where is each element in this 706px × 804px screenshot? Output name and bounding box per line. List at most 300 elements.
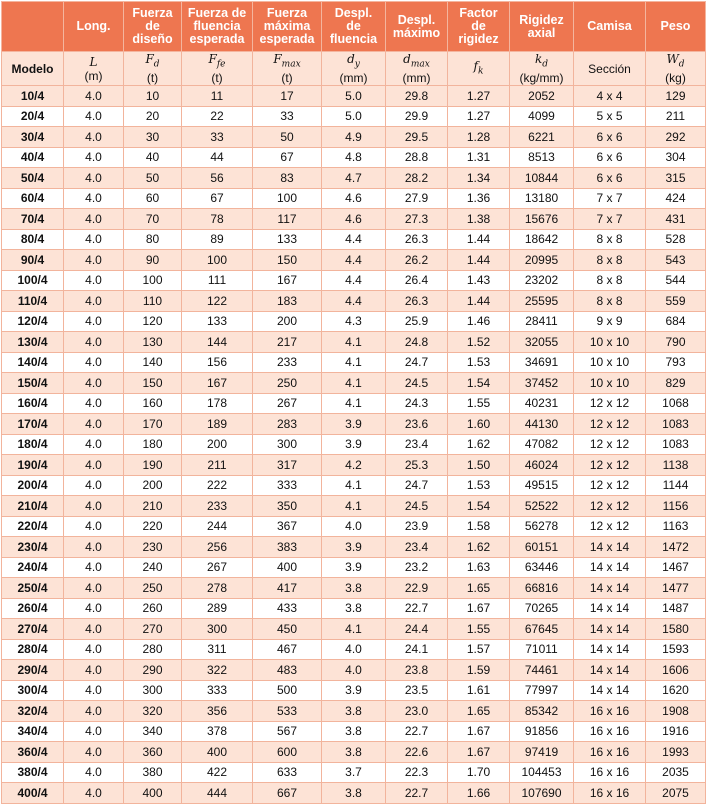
value-cell-max-disp: 28.2 — [386, 168, 448, 189]
value-cell-stiffness-factor: 1.55 — [448, 393, 510, 414]
value-cell-yield-disp: 4.1 — [322, 496, 386, 517]
unit-design-force: (t) — [146, 71, 159, 86]
value-cell-axial-stiffness: 60151 — [510, 537, 574, 558]
unit-cell-max-disp — [386, 52, 448, 86]
value-cell-yield-force: 211 — [182, 455, 253, 476]
value-cell-yield-disp: 4.4 — [322, 250, 386, 271]
value-cell-stiffness-factor: 1.60 — [448, 414, 510, 435]
value-cell-axial-stiffness: 4099 — [510, 106, 574, 127]
value-cell-stiffness-factor: 1.44 — [448, 229, 510, 250]
value-cell-length: 4.0 — [64, 475, 124, 496]
model-cell: 160/4 — [2, 393, 64, 414]
value-cell-axial-stiffness: 32055 — [510, 332, 574, 353]
value-cell-max-disp: 28.8 — [386, 147, 448, 168]
value-cell-max-disp: 24.1 — [386, 639, 448, 660]
value-cell-design-force: 50 — [124, 168, 182, 189]
header-row — [2, 2, 706, 52]
table-row — [2, 762, 706, 783]
table-row — [2, 660, 706, 681]
value-cell-axial-stiffness: 74461 — [510, 660, 574, 681]
value-cell-yield-disp: 4.0 — [322, 516, 386, 537]
value-cell-axial-stiffness: 66816 — [510, 578, 574, 599]
value-cell-axial-stiffness: 6221 — [510, 127, 574, 148]
value-cell-sleeve-section: 7 x 7 — [574, 209, 646, 230]
value-cell-yield-force: 178 — [182, 393, 253, 414]
value-cell-axial-stiffness: 25595 — [510, 291, 574, 312]
value-cell-max-force: 633 — [253, 762, 322, 783]
value-cell-stiffness-factor: 1.62 — [448, 434, 510, 455]
unit-yield-disp: (mm) — [339, 71, 368, 86]
value-cell-sleeve-section: 12 x 12 — [574, 496, 646, 517]
table-row — [2, 680, 706, 701]
value-cell-max-disp: 23.2 — [386, 557, 448, 578]
value-cell-sleeve-section: 16 x 16 — [574, 783, 646, 804]
value-cell-length: 4.0 — [64, 168, 124, 189]
value-cell-max-disp: 25.9 — [386, 311, 448, 332]
value-cell-yield-force: 167 — [182, 373, 253, 394]
value-cell-length: 4.0 — [64, 619, 124, 640]
value-cell-sleeve-section: 14 x 14 — [574, 578, 646, 599]
value-cell-weight: 544 — [646, 270, 706, 291]
value-cell-design-force: 300 — [124, 680, 182, 701]
unit-max-disp: (mm) — [402, 71, 431, 86]
value-cell-stiffness-factor: 1.44 — [448, 291, 510, 312]
value-cell-design-force: 10 — [124, 86, 182, 107]
value-cell-weight: 1580 — [646, 619, 706, 640]
value-cell-max-force: 67 — [253, 147, 322, 168]
value-cell-length: 4.0 — [64, 311, 124, 332]
table-row — [2, 455, 706, 476]
value-cell-axial-stiffness: 47082 — [510, 434, 574, 455]
unit-cell-yield-force — [182, 52, 253, 86]
table-row — [2, 496, 706, 517]
unit-cell-max-force — [253, 52, 322, 86]
value-cell-yield-force: 244 — [182, 516, 253, 537]
value-cell-max-force: 250 — [253, 373, 322, 394]
table-row — [2, 701, 706, 722]
value-cell-axial-stiffness: 46024 — [510, 455, 574, 476]
value-cell-stiffness-factor: 1.67 — [448, 598, 510, 619]
symbol-yield-force: $F_{fe}$ — [208, 52, 226, 70]
value-cell-length: 4.0 — [64, 393, 124, 414]
value-cell-weight: 1156 — [646, 496, 706, 517]
value-cell-sleeve-section: 12 x 12 — [574, 393, 646, 414]
value-cell-max-force: 533 — [253, 701, 322, 722]
value-cell-design-force: 30 — [124, 127, 182, 148]
value-cell-max-disp: 23.4 — [386, 434, 448, 455]
value-cell-design-force: 140 — [124, 352, 182, 373]
value-cell-yield-disp: 3.8 — [322, 783, 386, 804]
table-row — [2, 598, 706, 619]
value-cell-weight: 1472 — [646, 537, 706, 558]
value-cell-sleeve-section: 8 x 8 — [574, 270, 646, 291]
value-cell-sleeve-section: 6 x 6 — [574, 168, 646, 189]
value-cell-stiffness-factor: 1.53 — [448, 475, 510, 496]
model-cell: 130/4 — [2, 332, 64, 353]
value-cell-yield-disp: 4.1 — [322, 475, 386, 496]
model-cell: 10/4 — [2, 86, 64, 107]
model-cell: 320/4 — [2, 701, 64, 722]
value-cell-max-disp: 24.3 — [386, 393, 448, 414]
value-cell-yield-disp: 4.6 — [322, 188, 386, 209]
value-cell-max-force: 500 — [253, 680, 322, 701]
value-cell-length: 4.0 — [64, 783, 124, 804]
value-cell-max-force: 133 — [253, 229, 322, 250]
value-cell-length: 4.0 — [64, 147, 124, 168]
value-cell-yield-force: 444 — [182, 783, 253, 804]
value-cell-weight: 684 — [646, 311, 706, 332]
value-cell-design-force: 40 — [124, 147, 182, 168]
value-cell-yield-force: 133 — [182, 311, 253, 332]
value-cell-max-disp: 29.5 — [386, 127, 448, 148]
value-cell-yield-force: 22 — [182, 106, 253, 127]
value-cell-weight: 1593 — [646, 639, 706, 660]
value-cell-max-disp: 24.5 — [386, 496, 448, 517]
units-row — [2, 52, 706, 86]
value-cell-max-force: 483 — [253, 660, 322, 681]
value-cell-sleeve-section: 16 x 16 — [574, 742, 646, 763]
value-cell-max-force: 267 — [253, 393, 322, 414]
unit-cell-length — [64, 52, 124, 86]
value-cell-yield-force: 278 — [182, 578, 253, 599]
value-cell-max-disp: 26.3 — [386, 291, 448, 312]
value-cell-yield-disp: 4.1 — [322, 332, 386, 353]
value-cell-design-force: 110 — [124, 291, 182, 312]
symbol-yield-disp: $d_y$ — [347, 52, 360, 70]
value-cell-yield-force: 400 — [182, 742, 253, 763]
value-cell-design-force: 120 — [124, 311, 182, 332]
value-cell-stiffness-factor: 1.62 — [448, 537, 510, 558]
value-cell-design-force: 380 — [124, 762, 182, 783]
value-cell-weight: 1467 — [646, 557, 706, 578]
value-cell-axial-stiffness: 37452 — [510, 373, 574, 394]
value-cell-yield-disp: 3.8 — [322, 701, 386, 722]
value-cell-stiffness-factor: 1.67 — [448, 742, 510, 763]
table-row — [2, 311, 706, 332]
value-cell-axial-stiffness: 52522 — [510, 496, 574, 517]
value-cell-max-force: 450 — [253, 619, 322, 640]
value-cell-stiffness-factor: 1.70 — [448, 762, 510, 783]
value-cell-yield-force: 100 — [182, 250, 253, 271]
value-cell-stiffness-factor: 1.27 — [448, 106, 510, 127]
value-cell-length: 4.0 — [64, 455, 124, 476]
symbol-length: L — [89, 54, 98, 69]
value-cell-yield-force: 200 — [182, 434, 253, 455]
value-cell-yield-disp: 3.9 — [322, 680, 386, 701]
value-cell-weight: 1477 — [646, 578, 706, 599]
value-cell-max-force: 233 — [253, 352, 322, 373]
value-cell-max-force: 333 — [253, 475, 322, 496]
value-cell-yield-disp: 3.9 — [322, 414, 386, 435]
value-cell-design-force: 260 — [124, 598, 182, 619]
value-cell-max-force: 433 — [253, 598, 322, 619]
table-row — [2, 250, 706, 271]
value-cell-axial-stiffness: 44130 — [510, 414, 574, 435]
value-cell-axial-stiffness: 107690 — [510, 783, 574, 804]
value-cell-max-disp: 22.9 — [386, 578, 448, 599]
value-cell-design-force: 60 — [124, 188, 182, 209]
value-cell-weight: 790 — [646, 332, 706, 353]
value-cell-yield-disp: 3.8 — [322, 578, 386, 599]
value-cell-max-disp: 24.4 — [386, 619, 448, 640]
value-cell-max-disp: 23.4 — [386, 537, 448, 558]
value-cell-length: 4.0 — [64, 762, 124, 783]
value-cell-axial-stiffness: 34691 — [510, 352, 574, 373]
unit-cell-model — [2, 52, 64, 86]
specs-table — [1, 1, 706, 804]
model-cell: 300/4 — [2, 680, 64, 701]
value-cell-weight: 528 — [646, 229, 706, 250]
value-cell-stiffness-factor: 1.67 — [448, 721, 510, 742]
model-cell: 190/4 — [2, 455, 64, 476]
unit-cell-stiffness-factor — [448, 52, 510, 86]
header-yield-displacement: Despl. de fluencia — [322, 2, 386, 52]
value-cell-yield-force: 56 — [182, 168, 253, 189]
value-cell-sleeve-section: 12 x 12 — [574, 475, 646, 496]
value-cell-design-force: 130 — [124, 332, 182, 353]
value-cell-design-force: 90 — [124, 250, 182, 271]
table-row — [2, 578, 706, 599]
value-cell-yield-force: 11 — [182, 86, 253, 107]
value-cell-max-force: 117 — [253, 209, 322, 230]
header-length: Long. — [64, 2, 124, 52]
value-cell-yield-disp: 4.2 — [322, 455, 386, 476]
value-cell-axial-stiffness: 71011 — [510, 639, 574, 660]
unit-cell-sleeve-section — [574, 52, 646, 86]
value-cell-stiffness-factor: 1.65 — [448, 578, 510, 599]
value-cell-design-force: 220 — [124, 516, 182, 537]
value-cell-max-force: 400 — [253, 557, 322, 578]
header-blank — [2, 2, 64, 52]
value-cell-max-disp: 27.9 — [386, 188, 448, 209]
value-cell-yield-disp: 3.9 — [322, 557, 386, 578]
value-cell-weight: 1138 — [646, 455, 706, 476]
value-cell-length: 4.0 — [64, 332, 124, 353]
value-cell-max-disp: 23.5 — [386, 680, 448, 701]
value-cell-design-force: 340 — [124, 721, 182, 742]
value-cell-yield-disp: 5.0 — [322, 86, 386, 107]
model-cell: 90/4 — [2, 250, 64, 271]
unit-axial-stiffness: (kg/mm) — [519, 71, 564, 86]
value-cell-length: 4.0 — [64, 86, 124, 107]
value-cell-weight: 129 — [646, 86, 706, 107]
value-cell-length: 4.0 — [64, 578, 124, 599]
value-cell-sleeve-section: 10 x 10 — [574, 373, 646, 394]
table-row — [2, 721, 706, 742]
value-cell-axial-stiffness: 85342 — [510, 701, 574, 722]
value-cell-weight: 1908 — [646, 701, 706, 722]
table-row — [2, 106, 706, 127]
value-cell-design-force: 100 — [124, 270, 182, 291]
value-cell-yield-disp: 4.0 — [322, 639, 386, 660]
value-cell-length: 4.0 — [64, 680, 124, 701]
symbol-max-disp: $d_{max}$ — [403, 52, 430, 70]
value-cell-sleeve-section: 14 x 14 — [574, 598, 646, 619]
value-cell-design-force: 210 — [124, 496, 182, 517]
value-cell-stiffness-factor: 1.38 — [448, 209, 510, 230]
value-cell-axial-stiffness: 15676 — [510, 209, 574, 230]
value-cell-weight: 1487 — [646, 598, 706, 619]
value-cell-length: 4.0 — [64, 209, 124, 230]
value-cell-max-disp: 23.0 — [386, 701, 448, 722]
value-cell-axial-stiffness: 49515 — [510, 475, 574, 496]
value-cell-sleeve-section: 10 x 10 — [574, 352, 646, 373]
symbol-design-force: $F_d$ — [145, 52, 160, 70]
value-cell-yield-disp: 4.4 — [322, 229, 386, 250]
value-cell-design-force: 200 — [124, 475, 182, 496]
value-cell-weight: 211 — [646, 106, 706, 127]
value-cell-max-force: 167 — [253, 270, 322, 291]
value-cell-yield-disp: 4.7 — [322, 168, 386, 189]
value-cell-weight: 2035 — [646, 762, 706, 783]
value-cell-length: 4.0 — [64, 496, 124, 517]
table-row — [2, 783, 706, 804]
value-cell-max-force: 600 — [253, 742, 322, 763]
value-cell-length: 4.0 — [64, 537, 124, 558]
value-cell-design-force: 70 — [124, 209, 182, 230]
value-cell-max-disp: 26.4 — [386, 270, 448, 291]
table-row — [2, 537, 706, 558]
value-cell-stiffness-factor: 1.57 — [448, 639, 510, 660]
value-cell-weight: 1916 — [646, 721, 706, 742]
value-cell-max-disp: 24.7 — [386, 352, 448, 373]
value-cell-stiffness-factor: 1.59 — [448, 660, 510, 681]
model-cell: 20/4 — [2, 106, 64, 127]
model-cell: 80/4 — [2, 229, 64, 250]
table-row — [2, 127, 706, 148]
value-cell-yield-force: 89 — [182, 229, 253, 250]
value-cell-axial-stiffness: 23202 — [510, 270, 574, 291]
value-cell-weight: 1068 — [646, 393, 706, 414]
value-cell-design-force: 190 — [124, 455, 182, 476]
value-cell-sleeve-section: 14 x 14 — [574, 680, 646, 701]
header-weight: Peso — [646, 2, 706, 52]
model-cell: 250/4 — [2, 578, 64, 599]
value-cell-stiffness-factor: 1.58 — [448, 516, 510, 537]
value-cell-axial-stiffness: 63446 — [510, 557, 574, 578]
table-row — [2, 270, 706, 291]
value-cell-sleeve-section: 6 x 6 — [574, 147, 646, 168]
value-cell-max-disp: 29.9 — [386, 106, 448, 127]
table-row — [2, 229, 706, 250]
value-cell-yield-disp: 4.0 — [322, 660, 386, 681]
value-cell-sleeve-section: 10 x 10 — [574, 332, 646, 353]
model-cell: 150/4 — [2, 373, 64, 394]
table-row — [2, 209, 706, 230]
table-row — [2, 516, 706, 537]
value-cell-max-force: 350 — [253, 496, 322, 517]
value-cell-yield-force: 78 — [182, 209, 253, 230]
value-cell-max-disp: 23.6 — [386, 414, 448, 435]
value-cell-sleeve-section: 16 x 16 — [574, 721, 646, 742]
value-cell-max-force: 367 — [253, 516, 322, 537]
value-cell-max-disp: 25.3 — [386, 455, 448, 476]
value-cell-max-force: 83 — [253, 168, 322, 189]
value-cell-yield-force: 422 — [182, 762, 253, 783]
value-cell-stiffness-factor: 1.61 — [448, 680, 510, 701]
value-cell-stiffness-factor: 1.36 — [448, 188, 510, 209]
value-cell-axial-stiffness: 91856 — [510, 721, 574, 742]
symbol-axial-stiffness: $k_d$ — [534, 52, 549, 70]
table-row — [2, 332, 706, 353]
value-cell-stiffness-factor: 1.27 — [448, 86, 510, 107]
value-cell-axial-stiffness: 40231 — [510, 393, 574, 414]
header-max-displacement: Despl. máximo — [386, 2, 448, 52]
symbol-max-force: $F_{max}$ — [273, 52, 301, 70]
value-cell-sleeve-section: 6 x 6 — [574, 127, 646, 148]
value-cell-design-force: 280 — [124, 639, 182, 660]
value-cell-stiffness-factor: 1.43 — [448, 270, 510, 291]
value-cell-length: 4.0 — [64, 516, 124, 537]
value-cell-stiffness-factor: 1.34 — [448, 168, 510, 189]
table-row — [2, 619, 706, 640]
value-cell-yield-disp: 4.8 — [322, 147, 386, 168]
value-cell-length: 4.0 — [64, 639, 124, 660]
value-cell-weight: 543 — [646, 250, 706, 271]
value-cell-max-force: 467 — [253, 639, 322, 660]
value-cell-weight: 793 — [646, 352, 706, 373]
table-row — [2, 557, 706, 578]
value-cell-length: 4.0 — [64, 598, 124, 619]
value-cell-yield-force: 300 — [182, 619, 253, 640]
model-cell: 30/4 — [2, 127, 64, 148]
value-cell-max-disp: 24.7 — [386, 475, 448, 496]
value-cell-weight: 292 — [646, 127, 706, 148]
value-cell-sleeve-section: 12 x 12 — [574, 414, 646, 435]
value-cell-yield-force: 33 — [182, 127, 253, 148]
value-cell-yield-disp: 4.1 — [322, 393, 386, 414]
value-cell-axial-stiffness: 28411 — [510, 311, 574, 332]
header-stiffness-factor: Factor de rigidez — [448, 2, 510, 52]
table-row — [2, 414, 706, 435]
value-cell-yield-force: 233 — [182, 496, 253, 517]
value-cell-weight: 1620 — [646, 680, 706, 701]
value-cell-weight: 1606 — [646, 660, 706, 681]
value-cell-weight: 1083 — [646, 434, 706, 455]
value-cell-axial-stiffness: 104453 — [510, 762, 574, 783]
value-cell-length: 4.0 — [64, 721, 124, 742]
value-cell-yield-force: 122 — [182, 291, 253, 312]
value-cell-max-force: 300 — [253, 434, 322, 455]
unit-cell-weight — [646, 52, 706, 86]
unit-cell-yield-disp — [322, 52, 386, 86]
model-cell: 120/4 — [2, 311, 64, 332]
value-cell-yield-disp: 3.7 — [322, 762, 386, 783]
value-cell-sleeve-section: 8 x 8 — [574, 291, 646, 312]
value-cell-axial-stiffness: 56278 — [510, 516, 574, 537]
value-cell-max-disp: 22.6 — [386, 742, 448, 763]
value-cell-yield-force: 289 — [182, 598, 253, 619]
value-cell-design-force: 290 — [124, 660, 182, 681]
model-cell: 210/4 — [2, 496, 64, 517]
value-cell-stiffness-factor: 1.31 — [448, 147, 510, 168]
model-cell: 100/4 — [2, 270, 64, 291]
model-cell: 270/4 — [2, 619, 64, 640]
table-row — [2, 742, 706, 763]
value-cell-yield-disp: 4.6 — [322, 209, 386, 230]
value-cell-yield-force: 356 — [182, 701, 253, 722]
unit-max-force: (t) — [281, 71, 293, 86]
table-row — [2, 475, 706, 496]
value-cell-length: 4.0 — [64, 127, 124, 148]
value-cell-yield-disp: 5.0 — [322, 106, 386, 127]
value-cell-stiffness-factor: 1.53 — [448, 352, 510, 373]
value-cell-design-force: 160 — [124, 393, 182, 414]
value-cell-yield-force: 111 — [182, 270, 253, 291]
value-cell-sleeve-section: 12 x 12 — [574, 516, 646, 537]
model-cell: 230/4 — [2, 537, 64, 558]
value-cell-sleeve-section: 14 x 14 — [574, 619, 646, 640]
